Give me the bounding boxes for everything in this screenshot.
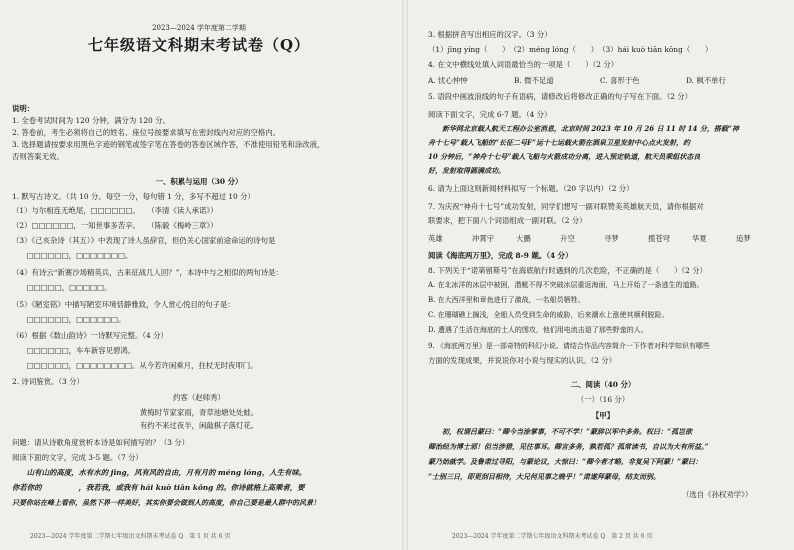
pinyin-blanks: （1）jīng yíng（ ） （2）méng lóng（ ） （3）hái kuò tiān kōng（ ） [428, 45, 713, 54]
reading-heading: 阅读《海底两万里》，完成 8-9 题。（4 分） [428, 251, 573, 260]
section-heading: 二、阅读（40 分） [570, 380, 636, 389]
question-item: □□□□□，□□□□□。 [12, 283, 112, 292]
page-2 [412, 0, 794, 550]
note-line: 3. 选择题请按要求用黑色字迹的钢笔或签字笔在答卷的答卷区域作答，不准使用铅笔和涂改液， [12, 140, 325, 149]
word: 华夏 [692, 234, 707, 243]
word: 冲霄宇 [472, 234, 495, 243]
classical-line: 初，权谓吕蒙曰：“卿今当涂掌事，不可不学！”蒙辞以军中多务。权曰：“孤岂欲 [428, 427, 693, 436]
option-b[interactable]: B. 微不足道 [514, 76, 554, 85]
question-item: （1）与尔相连无绝尾，□□□□□□。 （李清《读人承诺》） [12, 206, 218, 215]
poem-blank-line: □□□□□□，车车新容见碧鸿。 [12, 346, 136, 355]
poem-title: 约客（赵师秀） [173, 393, 225, 402]
page-footer: 2023—2024 学年度第二学期七年级语文科期末考试卷 Q 第 1 页 共 6 页 [30, 533, 231, 540]
option-a[interactable]: A. 忧心忡忡 [428, 76, 468, 85]
news-line: 好，发射取得圆满成功。 [428, 166, 505, 175]
question-7-cont: 联要求，把下面八个词语组成一副对联。（2 分） [428, 216, 587, 225]
word-bank [428, 234, 751, 243]
question-item: （5）《陋室铭》中描写陋室环境恬静雅致，令人赏心悦目的句子是： [12, 300, 235, 309]
poem-question: 问题：请从诗歌角度赏析本诗是如何描写的？（3 分） [12, 438, 190, 447]
question-item: □□□□□□，□□□□□□。 [12, 315, 126, 324]
question-1: 1. 默写古诗文。（共 10 分。每空一分，每句错 1 分，多写不超过 10 分） [12, 192, 255, 201]
poem-line: 黄梅时节家家雨，青草池塘处处蛙。 [139, 408, 259, 417]
question-8: 8. 下列关于“诺第留斯号”在海底航行时遇到的几次危险，不正确的是（ ）（2 分） [428, 266, 707, 275]
reading-heading: 阅读下面文字，完成 6-7 题。（4 分） [428, 110, 552, 119]
note-line: 1. 全卷考试时间为 120 分钟，满分为 120 分。 [12, 116, 170, 125]
classical-line: “士别三日，即更刮目相待，大兄何见事之晚乎！”肃遂拜蒙母，结友而别。 [428, 472, 661, 481]
option-d[interactable]: D. 遭遇了生活在海底的土人的围攻，他们用电流击退了那些野蛮的人。 [428, 326, 648, 334]
question-item: （4）有诗云“新赛沙场精英兵，古来征战几人回？”，本诗中与之相似的两句诗是： [12, 268, 283, 277]
section-heading: 一、积累与运用（30 分） [155, 177, 243, 186]
question-item: （6）根据《数山韵诗》一诗默写完整。（4 分） [12, 331, 168, 340]
classical-line: 卿治经为博士邪！但当涉猎，见往事耳。卿言多务，孰若孤？孤常读书，自以为大有所益。” [428, 442, 709, 451]
page-footer: 2023—2024 学年度第二学期七年级语文科期末考试卷 Q 第 2 页 共 6 页 [452, 533, 653, 540]
note-line: 否则答案无效。 [12, 152, 64, 161]
news-line: 舟十七号”载人飞船的“长征二号F”运十七运载火箭在酒泉卫星发射中心点火发射，约 [428, 138, 691, 147]
question-9-cont: 方面的发现成果，并说说你对小说与现实的认识。（2 分） [428, 356, 617, 365]
question-item: （3）《己亥杂诗（其五）》中表现了诗人虽辞官，但仍关心国家前途命运的诗句是 [12, 236, 276, 245]
notes-heading: 说明： [12, 104, 35, 113]
question-9: 9. 《海底两万里》是一部奇特的科幻小说。请结合作品内容简介一下作者对科学知识有哪些 [428, 342, 710, 350]
part-heading: （一）（16 分） [576, 395, 630, 404]
option-a[interactable]: A. 在北冰洋的冰层中被困，潜艇不得不突破冰层重返海面，马上开始了一条逃生的道路。 [428, 281, 704, 289]
poem-line: 有约不来过夜半，闲敲棋子落灯花。 [139, 421, 259, 430]
passage-label: 【甲】 [591, 411, 615, 420]
reading-heading: 阅读下面的文字，完成 3-5 题。（7 分） [12, 453, 143, 462]
news-line: 新华网北京载人航天工程办公室消息，北京时间 2023 年 10 月 26 日 11 时 14 分，搭载“神 [428, 124, 739, 133]
option-b[interactable]: B. 在大西洋里和章鱼进行了激战，一名船员牺牲。 [428, 296, 585, 304]
poem-blank-line: □□□□□□，□□□□□□□□。从今若许闲乘月，拄杖无时夜叩门。 [12, 361, 258, 370]
question-3: 3. 根据拼音写出相应的汉字。（3 分） [428, 30, 552, 39]
question-4: 4. 在文中横线处填入词语最恰当的一项是（ ）（2 分） [428, 60, 619, 69]
word: 寻梦 [604, 234, 619, 243]
exam-title: 七年级语文科期末考试卷（Q） [87, 36, 311, 54]
option-c[interactable]: C. 喜形于色 [600, 76, 640, 85]
question-item: □□□□□□，□□□□□□□。 [12, 251, 133, 260]
question-2: 2. 诗词鉴赏。（3 分） [12, 377, 84, 386]
word: 大鹏 [516, 234, 531, 243]
note-line: 2. 答卷前，考生必须将自己的姓名、座位号按要求填写在密封线内对应的空格内。 [12, 128, 281, 137]
header-year: 2023—2024 学年度第二学期 [152, 24, 246, 32]
option-c[interactable]: C. 在珊瑚礁上搁浅，全船人员受到生命的威胁，后来潮水上涨使其顺利脱险。 [428, 311, 669, 319]
question-5: 5. 语段中画波浪线的句子有语病，请修改后将修改正确的句子写在下面。（2 分） [428, 92, 693, 101]
source-note: （选自《孙权劝学》） [682, 490, 753, 499]
word: 揽苍穹 [648, 234, 671, 243]
passage-line: 山有山的高度，水有水的 jīng，风有风的自由，月有月的 méng lóng，人生有味。 [12, 468, 307, 477]
question-item: （2）□□□□□□，一知世事多苦辛。 （陈毅《梅岭三章》） [12, 221, 218, 230]
news-line: 10 分钟后，“神舟十七号”载人飞船与火箭成功分离，进入预定轨道，航天员乘组状态良 [428, 152, 701, 161]
word: 英雄 [428, 234, 443, 243]
passage-line: 只要你站在峰上看你，虽然下界一样美好，其实你要会做到人的高度，你自己要是最人群中的风景！ [12, 498, 320, 507]
page-fold [402, 0, 408, 550]
word: 升空 [560, 234, 575, 243]
question-7: 7. 为庆祝“神舟十七号”成功发射，同学们想写一副对联赞美英雄航天员，请你根据对 [428, 202, 704, 211]
passage-line: 你若你的 ，我若我，或我有 hái kuò tiān kōng 的。你诗就格上高乘者，要 [12, 483, 305, 492]
option-d[interactable]: D. 枫不单行 [686, 76, 726, 85]
classical-line: 蒙乃始就学。及鲁肃过寻阳，与蒙论议，大惊曰：“卿今者才略，非复吴下阿蒙！”蒙曰： [428, 457, 703, 466]
word: 追梦 [736, 234, 751, 243]
options-row [428, 76, 726, 85]
question-6: 6. 请为上面这则新闻材料拟写一个标题。（20 字以内）（2 分） [428, 184, 634, 193]
